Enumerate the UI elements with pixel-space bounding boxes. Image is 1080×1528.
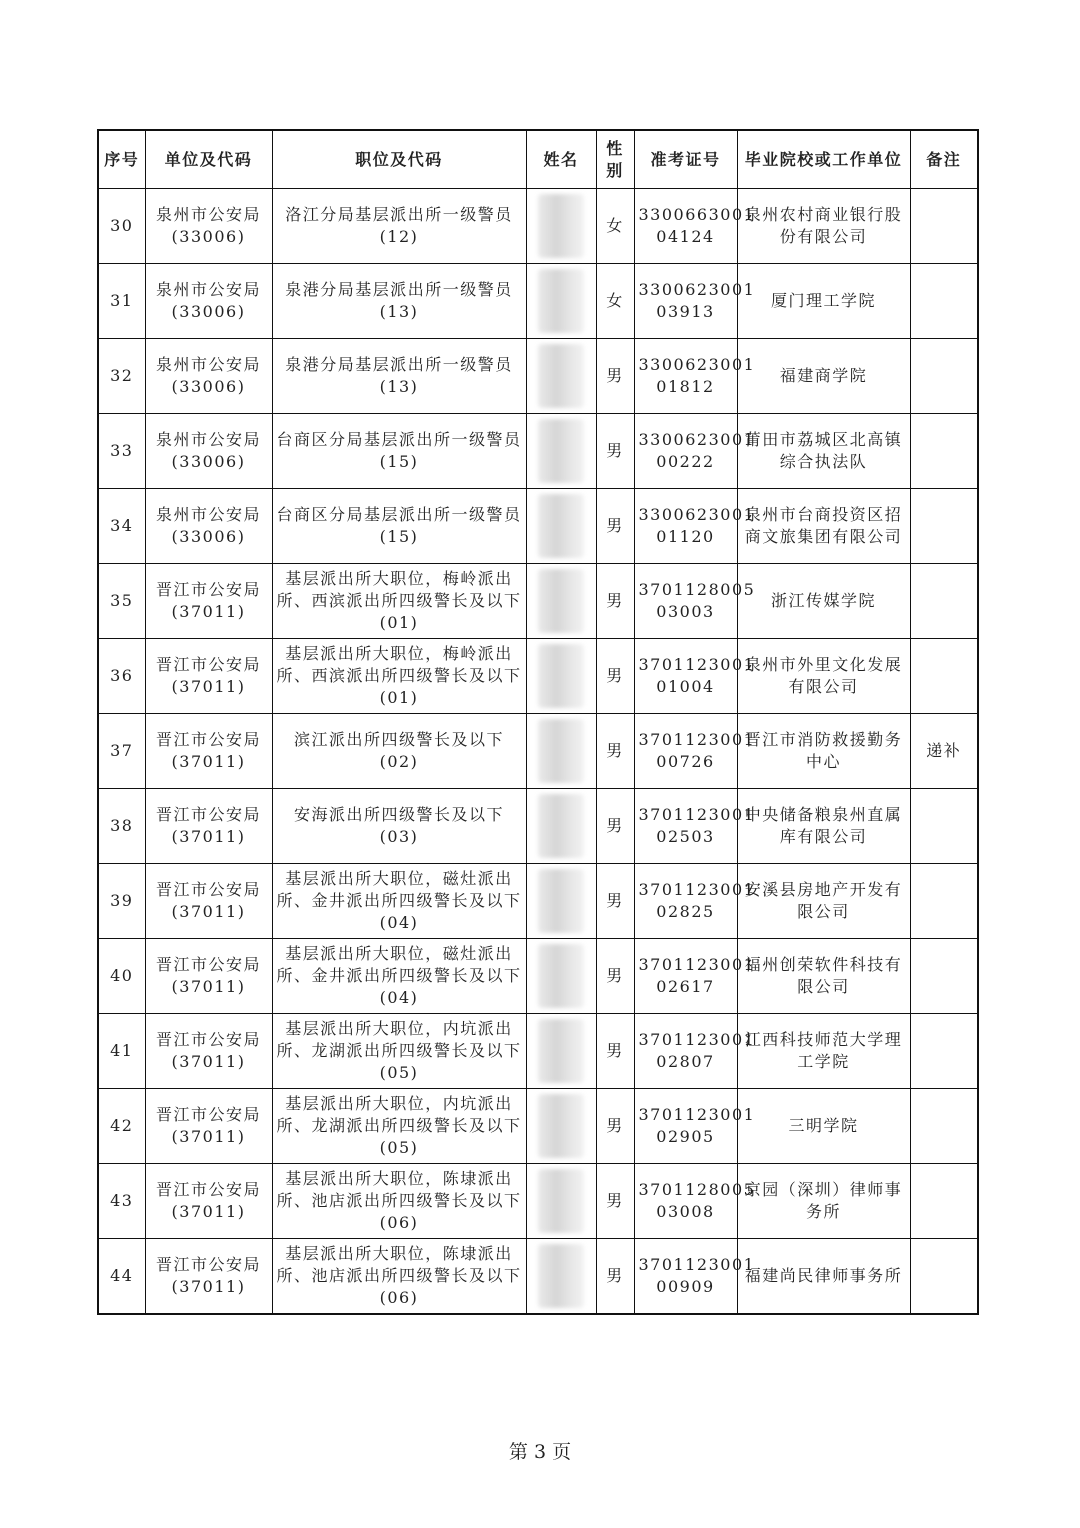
header-unit: 单位及代码: [145, 130, 272, 189]
row-position: 基层派出所大职位，陈埭派出所、池店派出所四级警长及以下(06): [272, 1164, 526, 1239]
row-seq: 44: [98, 1239, 145, 1315]
row-unit: 晋江市公安局 (37011): [145, 1239, 272, 1315]
redacted-name-blur: [538, 1169, 584, 1233]
row-gender: 男: [596, 339, 634, 414]
table-body: [98, 189, 978, 1315]
row-exam-id: 3300663001 04124: [634, 189, 737, 264]
row-school: 福建商学院: [737, 339, 910, 414]
header-position: 职位及代码: [272, 130, 526, 189]
redacted-name-blur: [538, 269, 584, 333]
row-school: 泉州农村商业银行股份有限公司: [737, 189, 910, 264]
table-row: [98, 1164, 978, 1239]
row-name-redacted: [526, 639, 596, 714]
row-unit: 晋江市公安局 (37011): [145, 1164, 272, 1239]
row-seq: 30: [98, 189, 145, 264]
row-exam-id: 3300623001 03913: [634, 264, 737, 339]
redacted-name-blur: [538, 1244, 584, 1308]
row-name-redacted: [526, 864, 596, 939]
redacted-name-blur: [538, 494, 584, 558]
row-seq: 38: [98, 789, 145, 864]
row-school: 厦门理工学院: [737, 264, 910, 339]
row-school: 安溪县房地产开发有限公司: [737, 864, 910, 939]
redacted-name-blur: [538, 194, 584, 258]
row-unit: 泉州市公安局 (33006): [145, 489, 272, 564]
row-position: 洛江分局基层派出所一级警员 (12): [272, 189, 526, 264]
row-position: 基层派出所大职位，陈埭派出所、池店派出所四级警长及以下(06): [272, 1239, 526, 1315]
row-name-redacted: [526, 339, 596, 414]
row-unit: 晋江市公安局 (37011): [145, 864, 272, 939]
redacted-name-blur: [538, 419, 584, 483]
redacted-name-blur: [538, 794, 584, 858]
redacted-name-blur: [538, 869, 584, 933]
header-remark: 备注: [910, 130, 978, 189]
row-name-redacted: [526, 264, 596, 339]
row-seq: 37: [98, 714, 145, 789]
table-row: [98, 189, 978, 264]
row-school: 莆田市荔城区北高镇综合执法队: [737, 414, 910, 489]
table-row: [98, 414, 978, 489]
row-school: 泉州市外里文化发展有限公司: [737, 639, 910, 714]
row-school: 三明学院: [737, 1089, 910, 1164]
row-unit: 泉州市公安局 (33006): [145, 189, 272, 264]
row-name-redacted: [526, 189, 596, 264]
row-school: 浙江传媒学院: [737, 564, 910, 639]
row-gender: 男: [596, 1239, 634, 1315]
row-seq: 34: [98, 489, 145, 564]
header-seq: 序号: [98, 130, 145, 189]
row-remark: [910, 1239, 978, 1315]
redacted-name-blur: [538, 644, 584, 708]
redacted-name-blur: [538, 1019, 584, 1083]
row-exam-id: 3701123001 02905: [634, 1089, 737, 1164]
row-remark: [910, 1164, 978, 1239]
row-gender: 男: [596, 1089, 634, 1164]
row-unit: 泉州市公安局 (33006): [145, 264, 272, 339]
redacted-name-blur: [538, 944, 584, 1008]
row-exam-id: 3701123001 00726: [634, 714, 737, 789]
table-row: [98, 1014, 978, 1089]
row-unit: 晋江市公安局 (37011): [145, 939, 272, 1014]
redacted-name-blur: [538, 569, 584, 633]
row-gender: 男: [596, 714, 634, 789]
row-unit: 泉州市公安局 (33006): [145, 339, 272, 414]
table-header-row: [98, 130, 978, 189]
row-exam-id: 3701123001 02617: [634, 939, 737, 1014]
row-remark: [910, 264, 978, 339]
row-unit: 晋江市公安局 (37011): [145, 1089, 272, 1164]
row-gender: 男: [596, 1164, 634, 1239]
row-unit: 晋江市公安局 (37011): [145, 564, 272, 639]
header-exam-id: 准考证号: [634, 130, 737, 189]
row-position: 基层派出所大职位，磁灶派出所、金井派出所四级警长及以下(04): [272, 939, 526, 1014]
row-position: 安海派出所四级警长及以下 (03): [272, 789, 526, 864]
redacted-name-blur: [538, 719, 584, 783]
table-row: [98, 714, 978, 789]
row-remark: [910, 639, 978, 714]
table-row: [98, 789, 978, 864]
row-remark: [910, 1014, 978, 1089]
row-seq: 31: [98, 264, 145, 339]
row-exam-id: 3300623001 01812: [634, 339, 737, 414]
row-position: 基层派出所大职位，磁灶派出所、金井派出所四级警长及以下(04): [272, 864, 526, 939]
row-name-redacted: [526, 414, 596, 489]
row-exam-id: 3701128005 03008: [634, 1164, 737, 1239]
table-row: [98, 639, 978, 714]
row-name-redacted: [526, 1239, 596, 1315]
row-remark: [910, 189, 978, 264]
row-position: 基层派出所大职位，内坑派出所、龙湖派出所四级警长及以下(05): [272, 1089, 526, 1164]
header-gender: 性别: [596, 130, 634, 189]
row-gender: 女: [596, 264, 634, 339]
table-row: [98, 564, 978, 639]
row-position: 基层派出所大职位，梅岭派出所、西滨派出所四级警长及以下(01): [272, 564, 526, 639]
row-exam-id: 3701128005 03003: [634, 564, 737, 639]
row-exam-id: 3300623001 01120: [634, 489, 737, 564]
header-school: 毕业院校或工作单位: [737, 130, 910, 189]
row-seq: 39: [98, 864, 145, 939]
table-row: [98, 264, 978, 339]
table-row: [98, 864, 978, 939]
candidate-table: [97, 129, 979, 1315]
row-school: 泉州市台商投资区招商文旅集团有限公司: [737, 489, 910, 564]
row-exam-id: 3300623001 00222: [634, 414, 737, 489]
row-unit: 晋江市公安局 (37011): [145, 789, 272, 864]
row-gender: 男: [596, 564, 634, 639]
row-school: 中央储备粮泉州直属库有限公司: [737, 789, 910, 864]
row-name-redacted: [526, 1089, 596, 1164]
row-seq: 35: [98, 564, 145, 639]
row-name-redacted: [526, 939, 596, 1014]
row-gender: 男: [596, 789, 634, 864]
row-exam-id: 3701123001 02825: [634, 864, 737, 939]
row-position: 基层派出所大职位，内坑派出所、龙湖派出所四级警长及以下(05): [272, 1014, 526, 1089]
row-gender: 男: [596, 414, 634, 489]
row-gender: 男: [596, 864, 634, 939]
row-exam-id: 3701123001 02807: [634, 1014, 737, 1089]
row-position: 泉港分局基层派出所一级警员 (13): [272, 339, 526, 414]
table-row: [98, 489, 978, 564]
row-name-redacted: [526, 714, 596, 789]
header-name: 姓名: [526, 130, 596, 189]
table-row: [98, 339, 978, 414]
row-remark: [910, 1089, 978, 1164]
table-row: [98, 1089, 978, 1164]
row-remark: [910, 414, 978, 489]
row-name-redacted: [526, 1014, 596, 1089]
row-gender: 男: [596, 639, 634, 714]
table-row: [98, 1239, 978, 1315]
row-unit: 晋江市公安局 (37011): [145, 1014, 272, 1089]
row-school: 晋江市消防救援勤务中心: [737, 714, 910, 789]
row-gender: 男: [596, 489, 634, 564]
row-name-redacted: [526, 489, 596, 564]
row-school: 福建尚民律师事务所: [737, 1239, 910, 1315]
row-seq: 40: [98, 939, 145, 1014]
row-seq: 33: [98, 414, 145, 489]
row-unit: 晋江市公安局 (37011): [145, 639, 272, 714]
row-exam-id: 3701123001 00909: [634, 1239, 737, 1315]
row-position: 泉港分局基层派出所一级警员 (13): [272, 264, 526, 339]
row-exam-id: 3701123001 02503: [634, 789, 737, 864]
row-seq: 36: [98, 639, 145, 714]
row-unit: 晋江市公安局 (37011): [145, 714, 272, 789]
row-position: 基层派出所大职位，梅岭派出所、西滨派出所四级警长及以下(01): [272, 639, 526, 714]
row-name-redacted: [526, 1164, 596, 1239]
redacted-name-blur: [538, 1094, 584, 1158]
row-position: 台商区分局基层派出所一级警员(15): [272, 414, 526, 489]
row-unit: 泉州市公安局 (33006): [145, 414, 272, 489]
row-remark: [910, 489, 978, 564]
row-seq: 43: [98, 1164, 145, 1239]
row-seq: 41: [98, 1014, 145, 1089]
row-remark: [910, 564, 978, 639]
redacted-name-blur: [538, 344, 584, 408]
row-position: 台商区分局基层派出所一级警员(15): [272, 489, 526, 564]
table-row: [98, 939, 978, 1014]
row-remark: [910, 939, 978, 1014]
row-seq: 42: [98, 1089, 145, 1164]
row-remark: [910, 864, 978, 939]
row-name-redacted: [526, 564, 596, 639]
row-seq: 32: [98, 339, 145, 414]
row-exam-id: 3701123001 01004: [634, 639, 737, 714]
row-school: 福州创荣软件科技有限公司: [737, 939, 910, 1014]
page-number: 第 3 页: [508, 1441, 572, 1463]
row-remark: [910, 339, 978, 414]
row-gender: 男: [596, 939, 634, 1014]
row-gender: 女: [596, 189, 634, 264]
row-remark: [910, 789, 978, 864]
row-position: 滨江派出所四级警长及以下 (02): [272, 714, 526, 789]
row-school: 江西科技师范大学理工学院: [737, 1014, 910, 1089]
row-gender: 男: [596, 1014, 634, 1089]
row-name-redacted: [526, 789, 596, 864]
row-remark: 递补: [910, 714, 978, 789]
row-school: 京园（深圳）律师事务所: [737, 1164, 910, 1239]
